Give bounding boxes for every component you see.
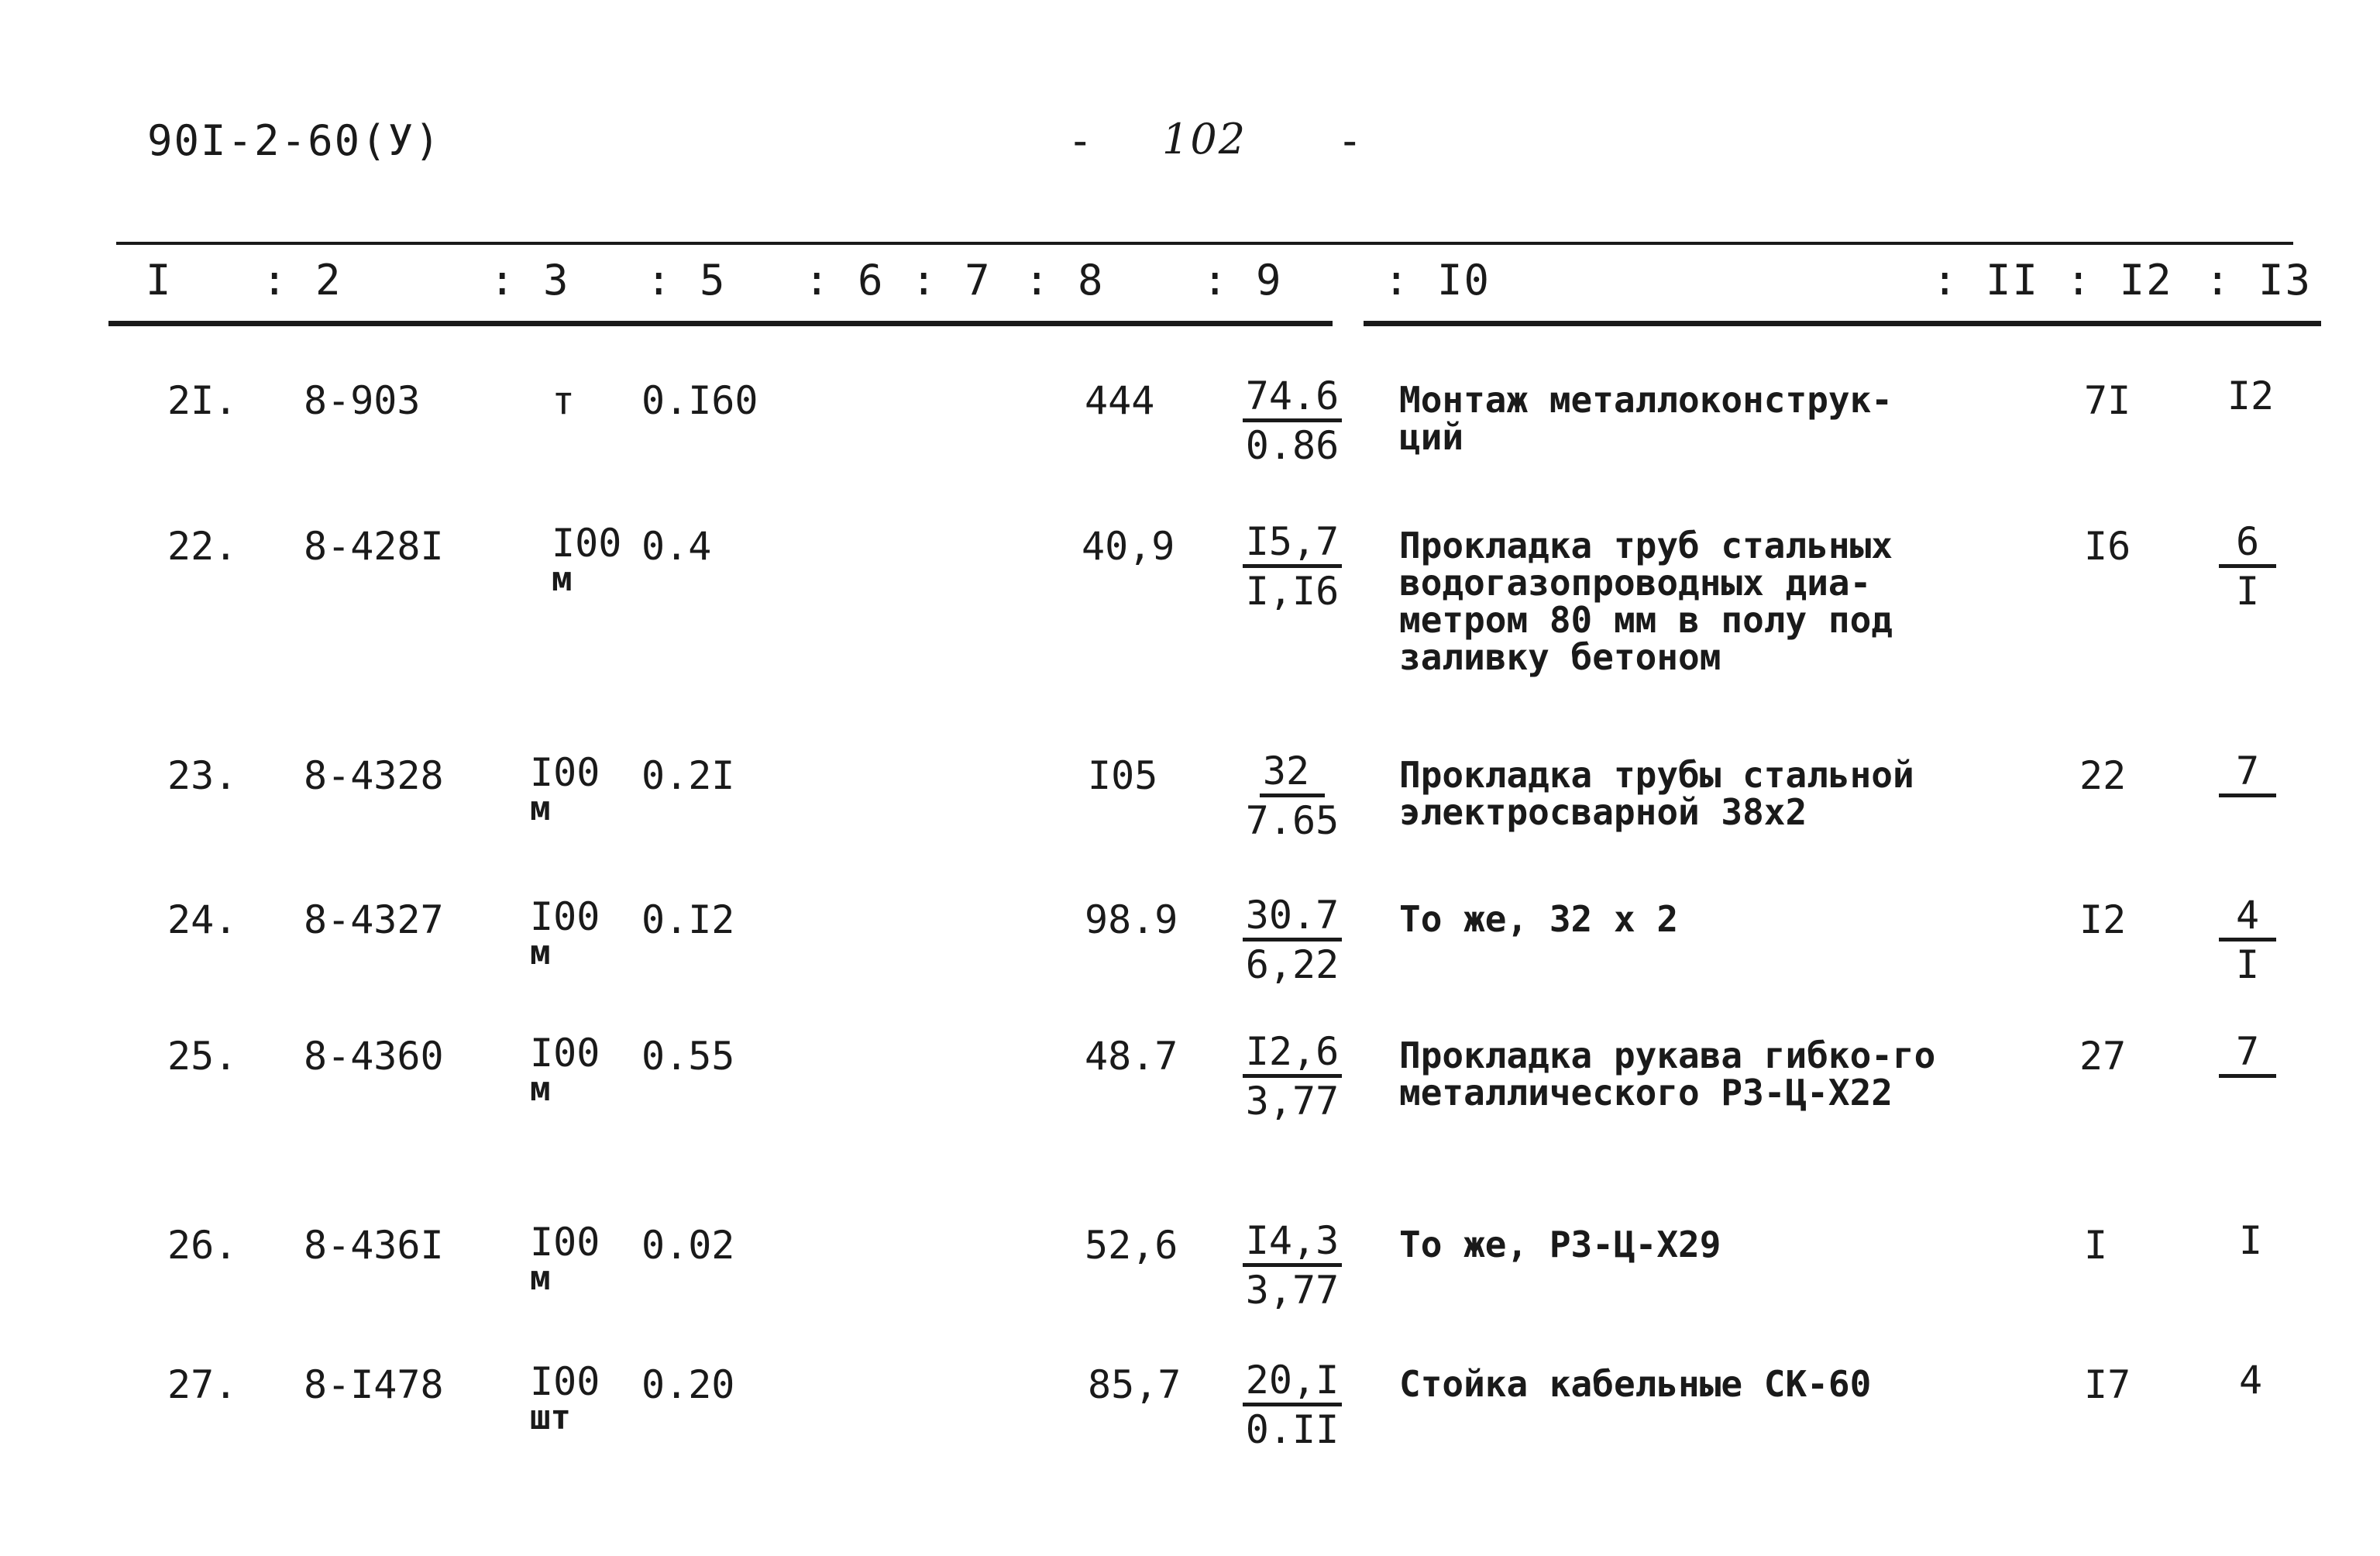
column-12-value: 27: [2079, 1034, 2127, 1079]
quantity: 0.55: [641, 1034, 735, 1079]
column-8-value: 98.9: [1085, 897, 1178, 942]
rate-code: 8-436I: [304, 1223, 444, 1268]
column-12-value: I6: [2084, 524, 2131, 569]
column-8-value: 444: [1085, 378, 1155, 423]
fraction-top: I5,7: [1243, 519, 1342, 568]
fraction-top: I4,3: [1243, 1218, 1342, 1267]
work-description: То же, 32 х 2: [1399, 898, 1679, 940]
header-bottom-rule-left: [108, 321, 1333, 326]
dash-left: -: [1068, 116, 1095, 165]
fraction-top: 30.7: [1243, 893, 1342, 942]
fraction-top: I2,6: [1243, 1029, 1342, 1078]
rate-code: 8-4360: [304, 1034, 444, 1079]
column-9-fraction: [1240, 374, 1345, 469]
column-8-value: 52,6: [1085, 1223, 1178, 1268]
column-12-value: I: [2084, 1223, 2108, 1268]
column-header: : II : I2: [1932, 256, 2173, 305]
header-top-rule: [116, 242, 2293, 245]
fraction-top: 20,I: [1243, 1358, 1342, 1406]
fraction-top: I: [2238, 1218, 2263, 1263]
column-13-fraction: [2205, 893, 2290, 988]
quantity: 0.4: [641, 524, 712, 569]
column-12-value: 22: [2079, 753, 2127, 798]
rate-code: 8-428I: [304, 524, 444, 569]
column-8-value: 85,7: [1088, 1362, 1181, 1407]
unit: I00 м: [530, 750, 600, 828]
unit: I00 м: [530, 894, 600, 972]
work-description: То же, РЗ-Ц-Х29: [1399, 1224, 1721, 1265]
column-9-fraction: [1240, 1218, 1345, 1313]
fraction-top: 7: [2219, 749, 2276, 797]
work-description: Стойка кабельные СК-60: [1399, 1363, 1872, 1405]
column-header: : I3: [2205, 256, 2313, 305]
unit: I00 м: [530, 1220, 600, 1298]
fraction-bottom: I,I6: [1245, 569, 1340, 614]
row-number: 22.: [167, 524, 238, 569]
fraction-top: 4: [2238, 1358, 2263, 1403]
document-code: 90I-2-60(У): [147, 116, 442, 165]
unit: I00 м: [552, 521, 622, 599]
column-8-value: I05: [1088, 753, 1158, 798]
row-number: 25.: [167, 1034, 238, 1079]
fraction-top: 32: [1260, 749, 1325, 797]
column-header: : 6 : 7: [804, 256, 992, 305]
fraction-bottom: I: [2235, 942, 2260, 987]
work-description: Прокладка рукава гибко-го металлического РЗ-Ц-Х22: [1399, 1034, 1936, 1114]
fraction-bottom: 6,22: [1245, 942, 1340, 987]
work-description: Прокладка труб стальных водогазопроводных диа-метром 80 мм в полу под заливку бетоном: [1399, 525, 1893, 678]
column-header: : 2: [262, 256, 342, 305]
fraction-bottom: 7.65: [1245, 798, 1340, 843]
fraction-top: I2: [2227, 374, 2275, 418]
column-13-value: [2208, 1218, 2293, 1263]
page-number: 102: [1162, 115, 1247, 164]
column-header: : 8: [1024, 256, 1105, 305]
row-number: 24.: [167, 897, 238, 942]
row-number: 2I.: [167, 378, 238, 423]
fraction-top: 6: [2219, 519, 2276, 568]
row-number: 23.: [167, 753, 238, 798]
quantity: 0.20: [641, 1362, 735, 1407]
column-13-fraction: [2205, 519, 2290, 614]
quantity: 0.02: [641, 1223, 735, 1268]
column-12-value: 7I: [2084, 378, 2131, 423]
fraction-top: 4: [2219, 893, 2276, 942]
fraction-top: 7: [2219, 1029, 2276, 1078]
header-bottom-rule-right: [1364, 321, 2321, 326]
column-header: : I0: [1384, 256, 1491, 305]
row-number: 27.: [167, 1362, 238, 1407]
fraction-bottom: I: [2235, 569, 2260, 614]
quantity: 0.I60: [641, 378, 758, 423]
unit: I00 м: [530, 1031, 600, 1109]
column-9-fraction: [1240, 749, 1345, 844]
column-header: I: [146, 256, 173, 305]
rate-code: 8-I478: [304, 1362, 444, 1407]
dash-right: -: [1337, 116, 1364, 165]
column-9-fraction: [1240, 1358, 1345, 1453]
column-13-value: [2208, 374, 2293, 418]
column-8-value: 48.7: [1085, 1034, 1178, 1079]
column-9-fraction: [1240, 1029, 1345, 1124]
fraction-bottom: 0.II: [1245, 1407, 1340, 1452]
column-8-value: 40,9: [1082, 524, 1175, 569]
column-header: : 5: [646, 256, 727, 305]
fraction-bottom: 0.86: [1245, 423, 1340, 468]
column-12-value: I2: [2079, 897, 2127, 942]
column-13-value: [2205, 749, 2290, 797]
column-9-fraction: [1240, 519, 1345, 614]
rate-code: 8-4327: [304, 897, 444, 942]
rate-code: 8-4328: [304, 753, 444, 798]
fraction-top: 74.6: [1243, 374, 1342, 422]
quantity: 0.I2: [641, 897, 735, 942]
rate-code: 8-903: [304, 378, 421, 423]
column-header: : 3: [490, 256, 570, 305]
fraction-bottom: 3,77: [1245, 1079, 1340, 1124]
column-13-value: [2205, 1029, 2290, 1078]
row-number: 26.: [167, 1223, 238, 1268]
fraction-bottom: 3,77: [1245, 1268, 1340, 1313]
work-description: Прокладка трубы стальной электросварной 38х2: [1399, 754, 1914, 833]
column-13-value: [2208, 1358, 2293, 1403]
unit: т: [552, 378, 576, 423]
work-description: Монтаж металлоконструк-ций: [1399, 379, 1893, 458]
column-header: : 9: [1202, 256, 1283, 305]
column-12-value: I7: [2084, 1362, 2131, 1407]
unit: I00 шт: [530, 1359, 600, 1437]
quantity: 0.2I: [641, 753, 735, 798]
column-9-fraction: [1240, 893, 1345, 988]
